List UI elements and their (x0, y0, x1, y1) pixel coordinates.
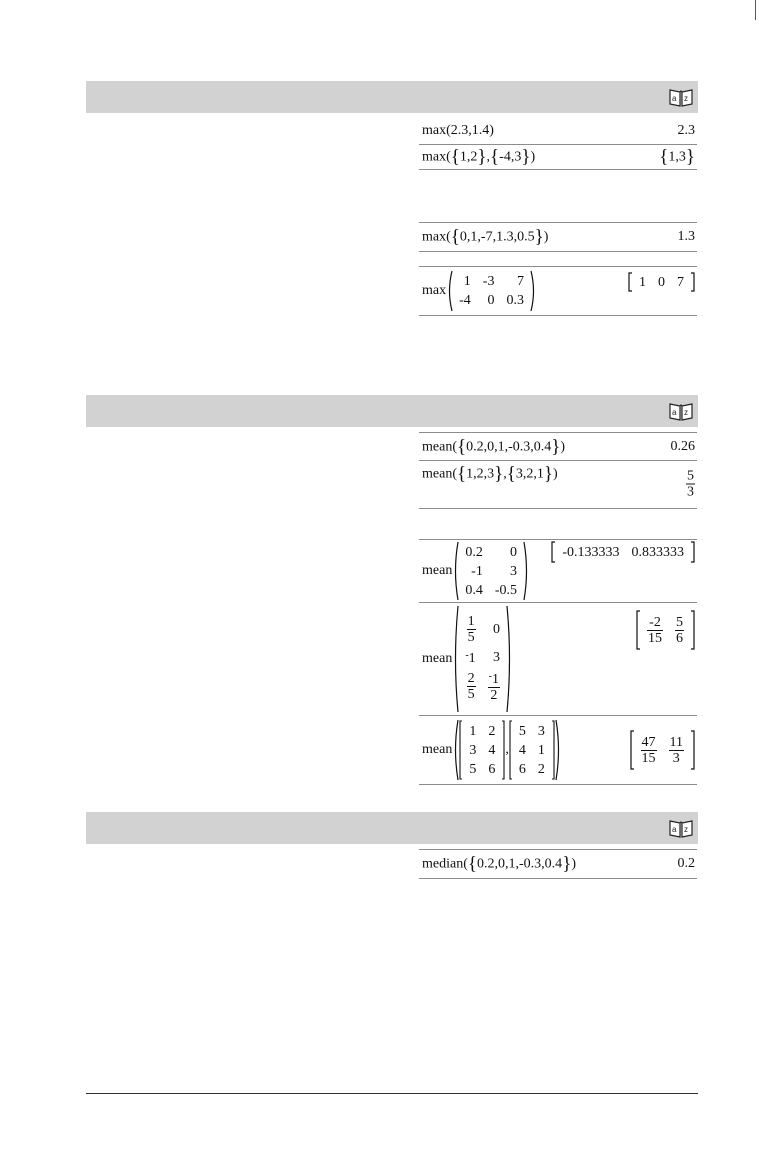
svg-text:a: a (672, 408, 677, 417)
matrix-input (452, 605, 513, 713)
cell: 0.833333 (631, 544, 684, 560)
result-matrix (628, 272, 695, 292)
list-b: -4,3 (499, 149, 522, 165)
result (630, 730, 695, 770)
function-name: max (422, 283, 447, 299)
median-header-bar (86, 812, 698, 844)
cell: -4 (459, 293, 471, 308)
left-paren (452, 605, 459, 713)
list-a: 1,2 (459, 149, 478, 165)
left-paren (452, 719, 459, 781)
result: 0.2 (677, 856, 695, 871)
cell: -1 (471, 563, 483, 579)
list-b: 3,2,1 (515, 466, 544, 482)
function-name: mean (422, 466, 453, 482)
mean-header-bar (86, 395, 698, 427)
svg-text:z: z (684, 94, 688, 103)
numerator: 5 (687, 468, 694, 484)
matrix (459, 613, 506, 704)
result (628, 272, 695, 292)
result-matrix (551, 541, 695, 563)
svg-text:a: a (672, 825, 677, 834)
matrix-b: 5 3 4 1 6 2 (518, 723, 545, 777)
function-name: mean (422, 563, 453, 579)
expression: mean({1,2,3},{3,2,1}) (422, 463, 558, 485)
function-name: mean (422, 650, 453, 666)
cell: $\frac{^-1}{2}$ (488, 671, 500, 703)
matrix (459, 543, 523, 600)
cell: 3 (493, 649, 501, 665)
list: 0.2,0,1,-0.3,0.4 (466, 439, 552, 454)
book-icon (669, 401, 693, 421)
book-icon (669, 818, 693, 838)
right-bracket (690, 541, 695, 563)
cell: $\frac{5}{6}$ (676, 614, 683, 646)
crop-mark (755, 0, 756, 20)
right-paren (523, 541, 530, 601)
expression: max({0,1,-7,1.3,0.5}) (422, 226, 549, 248)
result (636, 610, 695, 650)
expression (422, 719, 562, 781)
matrix-input (446, 270, 537, 312)
fraction (686, 469, 695, 500)
right-bracket (690, 730, 695, 770)
footer-rule (86, 1093, 698, 1094)
list: 0.2,0,1,-0.3,0.4 (477, 856, 563, 872)
expression (422, 270, 537, 312)
result: 0.26 (670, 438, 695, 454)
max-example-3 (419, 222, 697, 252)
expression: max({1,2},{-4,3}) (422, 146, 536, 168)
cell: 0.2 (465, 544, 483, 560)
left-paren (446, 270, 453, 312)
function-name: median (422, 856, 464, 872)
expression (422, 541, 530, 601)
cell: 7 (516, 274, 524, 289)
max-example-4 (419, 266, 697, 316)
function-name: max (422, 149, 447, 165)
cell: $\frac{-2}{15}$ (648, 614, 662, 646)
result: {1,3} (659, 146, 695, 168)
cell: -0.133333 (562, 544, 620, 560)
function-name: mean (422, 742, 453, 758)
list: 0,1,-7,1.3,0.5 (459, 229, 535, 245)
right-paren (530, 270, 537, 312)
cell: 0.3 (506, 293, 524, 308)
cell: 0 (510, 544, 517, 560)
mean-example-3 (419, 539, 697, 603)
cell: 0.4 (465, 582, 483, 598)
svg-text:a: a (672, 94, 677, 103)
expression: max(2.3,1.4) (422, 123, 494, 138)
mean-example-1 (419, 432, 697, 461)
result-list: 1,3 (668, 149, 686, 165)
mean-example-4 (419, 602, 697, 716)
function-name: max (422, 229, 447, 245)
cell: $\frac{11}{3}$ (669, 734, 683, 766)
matrix-input: 1 2 3 4 5 6 , 5 3 4 1 6 2 (452, 719, 562, 781)
result (551, 541, 695, 563)
max-example-1 (419, 118, 697, 145)
cell: 3 (510, 563, 517, 579)
mean-example-5 (419, 716, 697, 785)
cell: $\frac{2}{5}$ (467, 670, 475, 702)
expression: mean({0.2,0,1,-0.3,0.4}) (422, 436, 566, 457)
cell: -1 (465, 650, 476, 666)
right-bracket (690, 272, 695, 292)
right-paren (555, 719, 562, 781)
result (686, 469, 695, 500)
svg-text:z: z (684, 825, 688, 834)
max-example-2 (419, 145, 697, 170)
matrix (453, 272, 530, 310)
result-matrix (636, 610, 695, 650)
mean-example-2 (419, 460, 697, 509)
expression: median({0.2,0,1,-0.3,0.4}) (422, 853, 576, 875)
cell: 0 (658, 274, 665, 290)
cell: $\frac{47}{15}$ (641, 734, 656, 766)
max-header-bar (86, 81, 698, 113)
book-icon (669, 87, 693, 107)
result-matrix (630, 730, 695, 770)
right-paren (506, 605, 513, 713)
cell: -3 (482, 274, 495, 289)
list-a: 1,2,3 (466, 466, 495, 482)
result: 2.3 (677, 123, 695, 138)
cell: 1 (639, 274, 646, 290)
function-name: mean (422, 439, 453, 454)
cell: 7 (677, 274, 684, 290)
cell: 1 (463, 274, 471, 289)
matrix-input (452, 541, 530, 601)
svg-text:z: z (684, 408, 688, 417)
cell: -0.5 (494, 582, 517, 598)
right-bracket (690, 610, 695, 650)
right-bracket (501, 720, 505, 780)
result: 1.3 (677, 229, 695, 244)
matrix-a: 1 2 3 4 5 6 (469, 723, 496, 777)
expression (422, 605, 513, 713)
cell: $\frac{1}{5}$ (467, 614, 475, 645)
left-paren (452, 541, 459, 601)
denominator: 3 (687, 484, 694, 500)
median-example-1 (419, 849, 697, 879)
cell: 0 (493, 622, 501, 637)
cell: 0 (487, 293, 495, 308)
